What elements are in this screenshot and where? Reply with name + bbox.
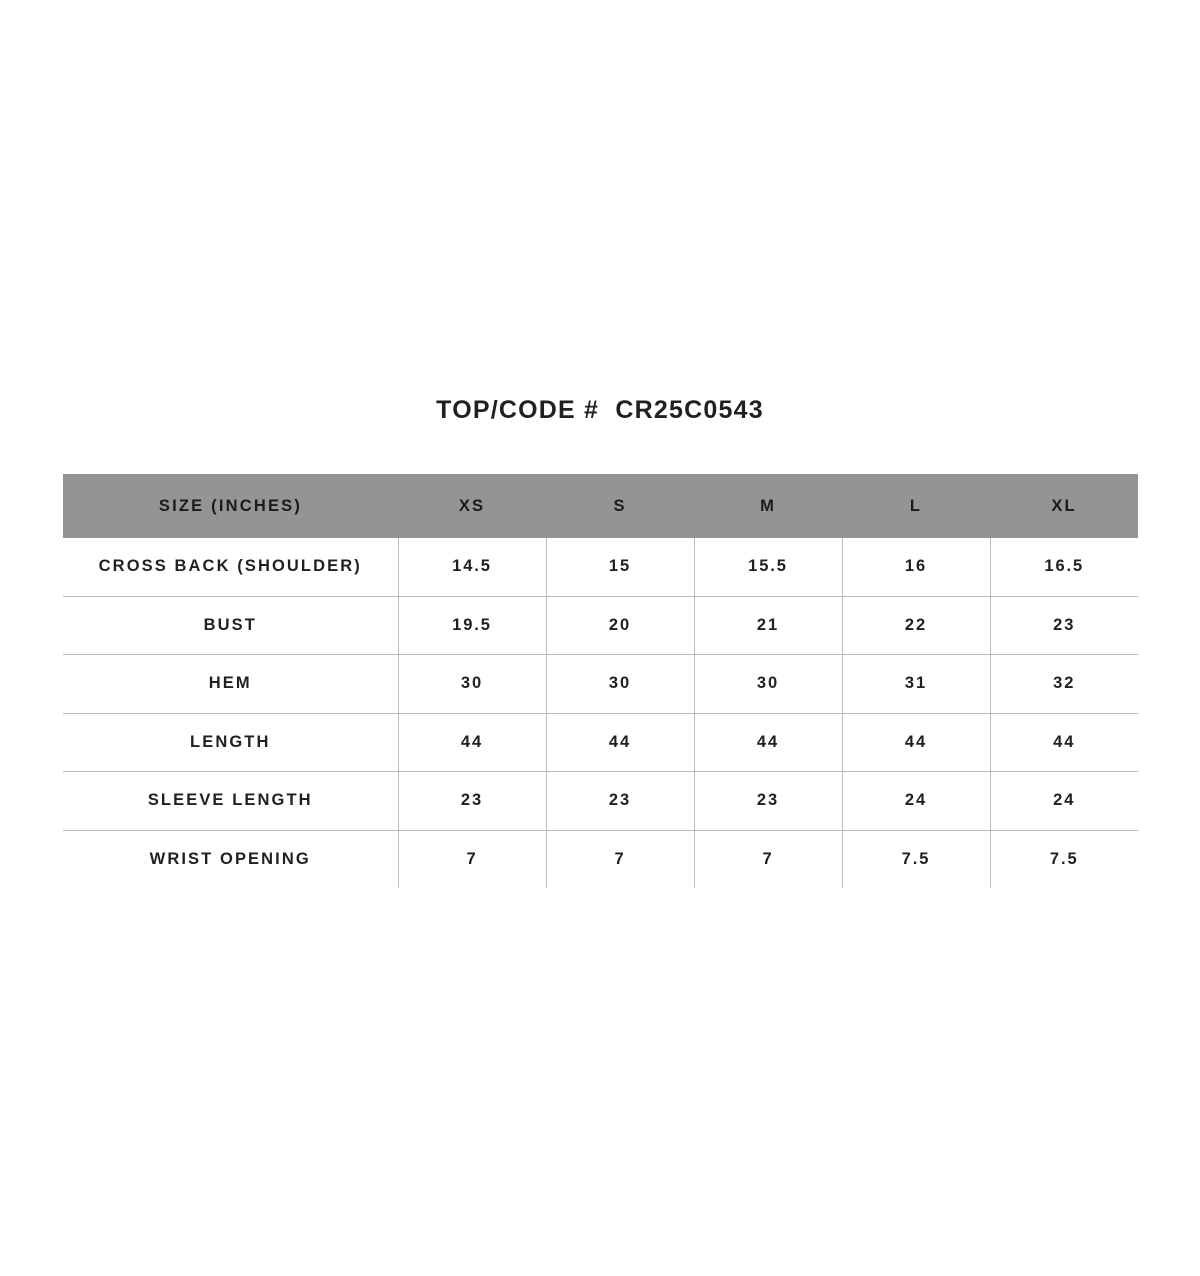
- row-label-sleeve-length: SLEEVE LENGTH: [63, 772, 398, 831]
- table-body: [63, 538, 1138, 888]
- table-row: [63, 538, 1138, 596]
- cell-bust-s: 20: [546, 596, 694, 655]
- page-title: TOP/CODE # CR25C0543: [436, 396, 764, 424]
- table-header-row: [63, 474, 1138, 538]
- column-header-measurement: SIZE (INCHES): [63, 474, 398, 538]
- cell-length-l: 44: [842, 713, 990, 772]
- cell-sleeve-length-xs: 23: [398, 772, 546, 831]
- cell-sleeve-length-m: 23: [694, 772, 842, 831]
- cell-bust-xl: 23: [990, 596, 1138, 655]
- cell-cross-back-xl: 16.5: [990, 538, 1138, 596]
- cell-cross-back-xs: 14.5: [398, 538, 546, 596]
- row-label-length: LENGTH: [63, 713, 398, 772]
- cell-wrist-opening-s: 7: [546, 830, 694, 888]
- cell-wrist-opening-xs: 7: [398, 830, 546, 888]
- cell-hem-s: 30: [546, 655, 694, 714]
- table-row: [63, 772, 1138, 831]
- cell-bust-xs: 19.5: [398, 596, 546, 655]
- cell-length-m: 44: [694, 713, 842, 772]
- cell-bust-m: 21: [694, 596, 842, 655]
- cell-bust-l: 22: [842, 596, 990, 655]
- cell-cross-back-l: 16: [842, 538, 990, 596]
- table-row: [63, 713, 1138, 772]
- cell-hem-l: 31: [842, 655, 990, 714]
- cell-length-s: 44: [546, 713, 694, 772]
- cell-wrist-opening-l: 7.5: [842, 830, 990, 888]
- cell-sleeve-length-l: 24: [842, 772, 990, 831]
- row-label-cross-back: CROSS BACK (SHOULDER): [63, 538, 398, 596]
- cell-hem-m: 30: [694, 655, 842, 714]
- row-label-wrist-opening: WRIST OPENING: [63, 830, 398, 888]
- column-header-xl: XL: [990, 474, 1138, 538]
- size-chart-table: [63, 474, 1138, 888]
- size-chart-table-container: [63, 474, 1138, 888]
- cell-wrist-opening-xl: 7.5: [990, 830, 1138, 888]
- column-header-s: S: [546, 474, 694, 538]
- cell-length-xs: 44: [398, 713, 546, 772]
- row-label-hem: HEM: [63, 655, 398, 714]
- column-header-l: L: [842, 474, 990, 538]
- table-row: [63, 655, 1138, 714]
- cell-cross-back-m: 15.5: [694, 538, 842, 596]
- table-header: [63, 474, 1138, 538]
- cell-wrist-opening-m: 7: [694, 830, 842, 888]
- row-label-bust: BUST: [63, 596, 398, 655]
- cell-hem-xs: 30: [398, 655, 546, 714]
- cell-hem-xl: 32: [990, 655, 1138, 714]
- column-header-xs: XS: [398, 474, 546, 538]
- cell-cross-back-s: 15: [546, 538, 694, 596]
- table-row: [63, 596, 1138, 655]
- cell-length-xl: 44: [990, 713, 1138, 772]
- table-row: [63, 830, 1138, 888]
- cell-sleeve-length-xl: 24: [990, 772, 1138, 831]
- column-header-m: M: [694, 474, 842, 538]
- cell-sleeve-length-s: 23: [546, 772, 694, 831]
